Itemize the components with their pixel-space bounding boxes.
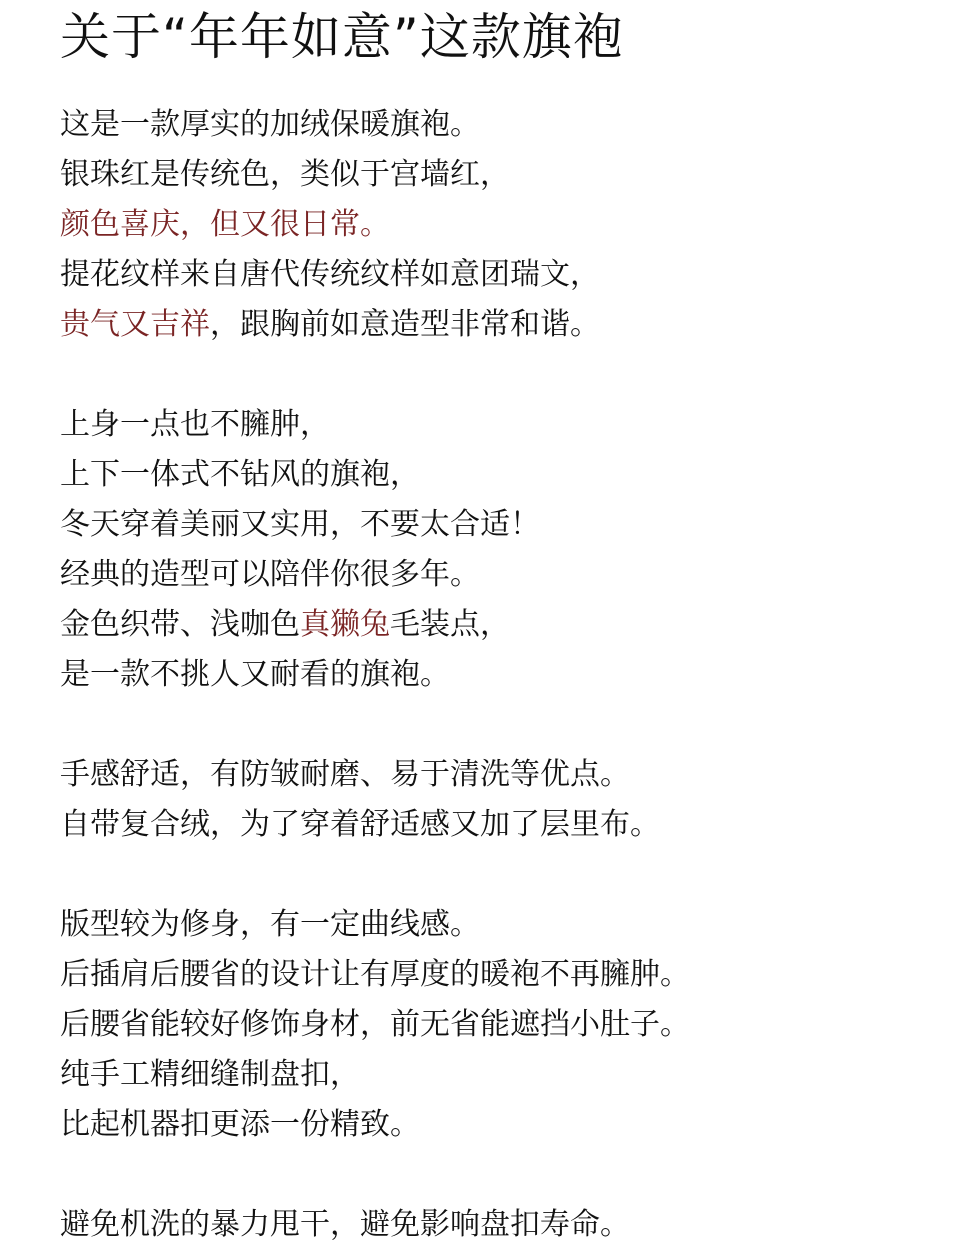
text-segment: 经典的造型可以陪伴你很多年。 [60, 557, 480, 592]
text-line [60, 750, 940, 800]
text-segment: 比起机器扣更添一份精致。 [60, 1107, 420, 1142]
text-segment: 这是一款厚实的加绒保暖旗袍。 [60, 107, 480, 142]
text-line [60, 100, 940, 150]
paragraph-gap [60, 850, 940, 900]
highlighted-text: 贵气又吉祥 [60, 307, 210, 342]
paragraph [60, 900, 940, 1150]
text-line [60, 500, 940, 550]
text-segment: 银珠红是传统色，类似于宫墙红， [60, 157, 510, 192]
text-line [60, 1000, 940, 1050]
text-line [60, 150, 940, 200]
text-segment: 上下一体式不钻风的旗袍， [60, 457, 420, 492]
text-line [60, 1100, 940, 1150]
text-segment: 是一款不挑人又耐看的旗袍。 [60, 657, 450, 692]
paragraph [60, 400, 940, 700]
text-line [60, 1200, 940, 1250]
text-segment: 手感舒适，有防皱耐磨、易于清洗等优点。 [60, 757, 630, 792]
highlighted-text: 真獭兔 [300, 607, 390, 642]
text-line [60, 650, 940, 700]
text-segment: 提花纹样来自唐代传统纹样如意团瑞文， [60, 257, 600, 292]
text-segment: 上身一点也不臃肿， [60, 407, 330, 442]
text-line [60, 550, 940, 600]
text-segment: 后腰省能较好修饰身材，前无省能遮挡小肚子。 [60, 1007, 690, 1042]
paragraph-gap [60, 700, 940, 750]
text-line [60, 800, 940, 850]
text-segment: 纯手工精细缝制盘扣， [60, 1057, 360, 1092]
article-body [60, 100, 940, 1250]
article [60, 0, 940, 1250]
text-line [60, 450, 940, 500]
text-line [60, 900, 940, 950]
text-segment: ，跟胸前如意造型非常和谐。 [210, 307, 600, 342]
text-line [60, 200, 940, 250]
text-line [60, 1050, 940, 1100]
text-segment: 版型较为修身，有一定曲线感。 [60, 907, 480, 942]
text-line [60, 300, 940, 350]
text-segment: 金色织带、浅咖色 [60, 607, 300, 642]
text-segment: 自带复合绒，为了穿着舒适感又加了层里布。 [60, 807, 660, 842]
paragraph-gap [60, 350, 940, 400]
text-line [60, 600, 940, 650]
paragraph-gap [60, 1150, 940, 1200]
paragraph [60, 750, 940, 850]
article-title: 关于“年年如意”这款旗袍 [60, 8, 624, 66]
text-segment: 后插肩后腰省的设计让有厚度的暖袍不再臃肿。 [60, 957, 690, 992]
text-line [60, 250, 940, 300]
highlighted-text: 颜色喜庆，但又很日常。 [60, 207, 390, 242]
text-line [60, 950, 940, 1000]
text-line [60, 400, 940, 450]
text-segment: 毛装点， [390, 607, 510, 642]
paragraph [60, 100, 940, 350]
text-segment: 冬天穿着美丽又实用，不要太合适！ [60, 507, 540, 542]
paragraph [60, 1200, 940, 1250]
text-segment: 避免机洗的暴力甩干，避免影响盘扣寿命。 [60, 1207, 630, 1242]
